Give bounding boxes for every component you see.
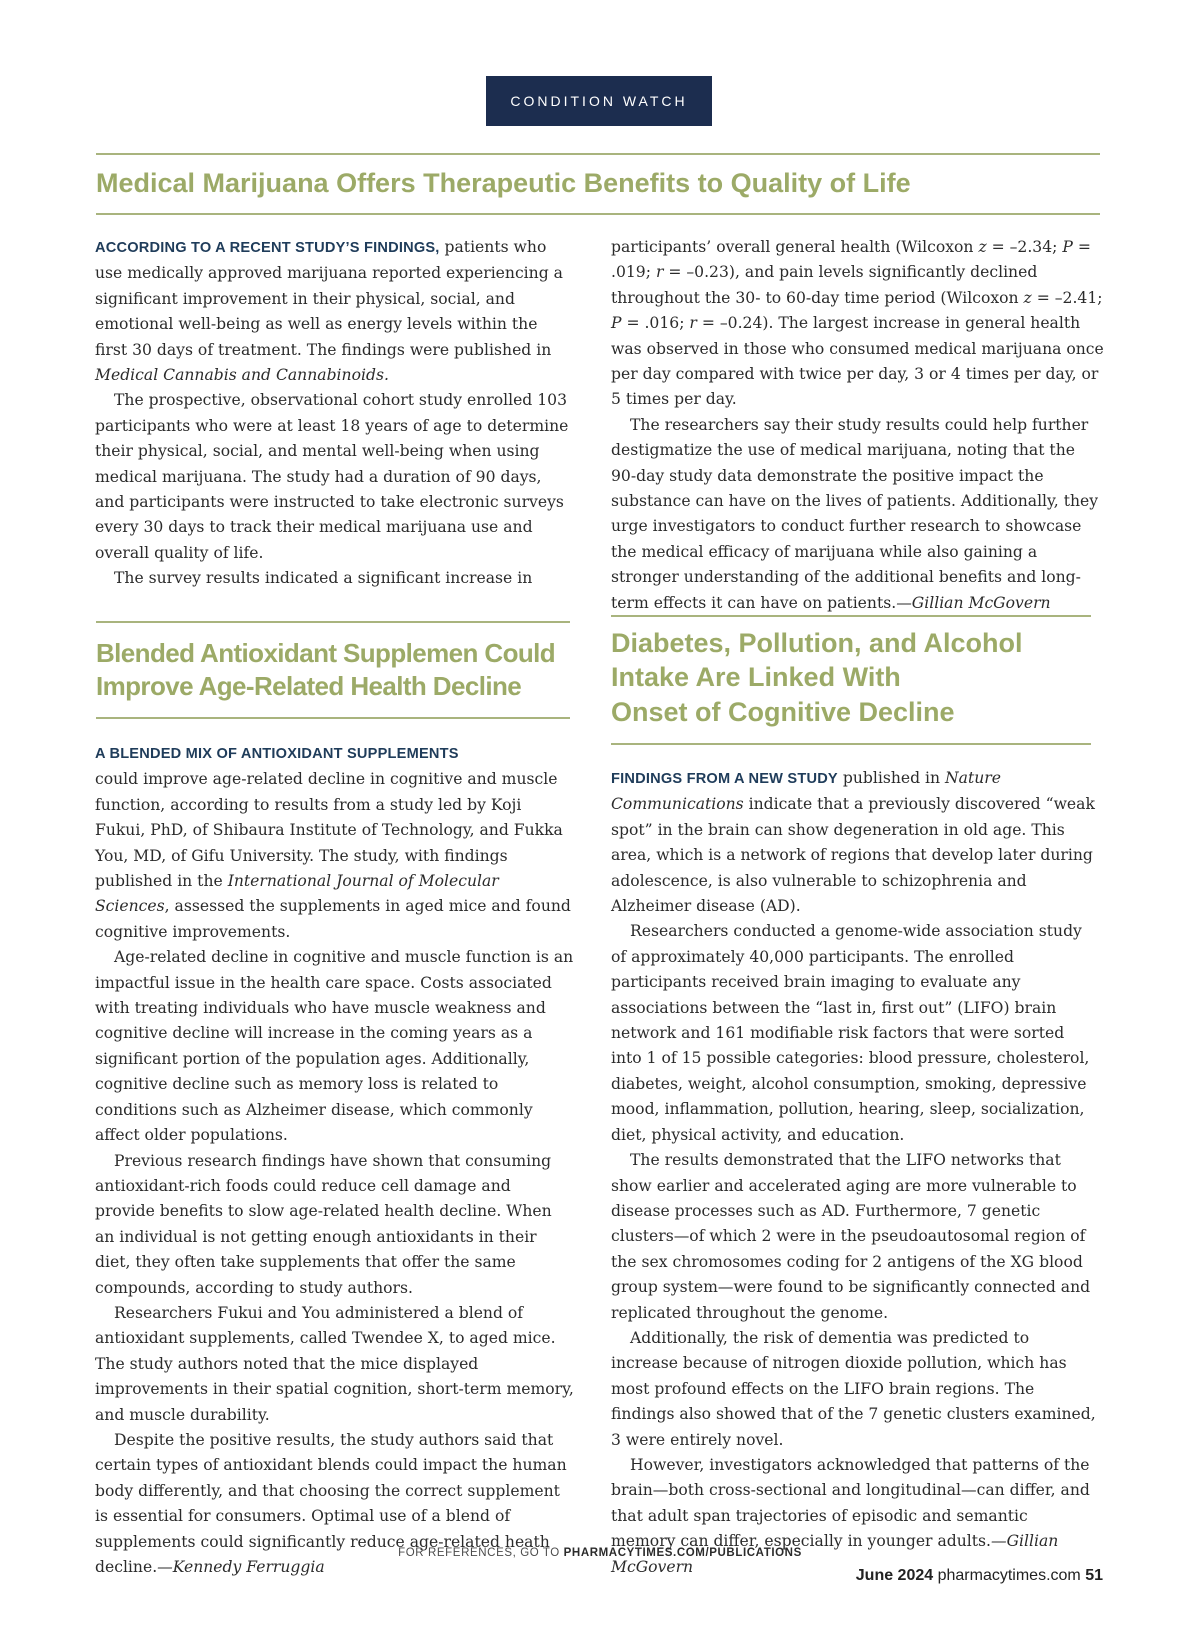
paragraph: Researchers conducted a genome-wide association study of approximately 40,000 participants. The enrolled participants received brain imaging to evaluate any associations between the “last in, first out” (LIFO) brain network and 161 modifiable risk factors that were sorted into 1 of 15 possible categories: blood pressure, cholesterol, diabetes, weight, alcohol consumption, smoking, depressive mood, inflammation, pollution, hearing, sleep, socialization, diet, physical activity, and education. [611,922,1090,1144]
lead-in: A BLENDED MIX OF ANTIOXIDANT SUPPLEMENTS [95,746,459,762]
article-marijuana-col1 [95,235,572,592]
paragraph: Age-related decline in cognitive and muscle function is an impactful issue in the health care space. Costs associated with treating individuals who have muscle weakness and cognitive decline will increase in the coming years as a significant portion of the population ages. Additionally, cognitive decline such as memory loss is related to conditions such as Alzheimer disease, which commonly affect older populations. [95,948,574,1145]
article2-rule-bottom [96,717,570,719]
article-title-cognitive-decline: Diabetes, Pollution, and Alcohol Intake Are Linked With Onset of Cognitive Decline [611,628,1023,727]
article-title-marijuana: Medical Marijuana Offers Therapeutic Benefits to Quality of Life [96,168,911,198]
site-name: pharmacytimes.com [933,1567,1086,1584]
byline: —Gillian McGovern [896,593,1051,612]
paragraph: FINDINGS FROM A NEW STUDY published in Nature Communications indicate that a previously discovered “weak spot” in the brain can show degeneration in old age. This area, which is a network of regions that develop later during adolescence, is also vulnerable to schizophrenia and Alzheimer disease (AD). [611,769,1095,916]
journal-name: International Journal of Molecular Sciences [95,872,499,916]
paragraph: patients who use medically approved marijuana reported experiencing a significant improvement in their physical, social, and emotional well-being as well as energy levels within the first 30 days of treatment. The findings were published in [95,238,563,359]
article-title-antioxidant: Blended Antioxidant Supplemen Could Improve Age-Related Health Decline [96,638,556,702]
title-rule-top [96,153,1100,155]
journal-name: Nature Communications [611,769,1001,814]
references-link[interactable]: PHARMACYTIMES.COM/PUBLICATIONS [563,1547,802,1559]
issue-date: June 2024 [855,1567,934,1584]
article3-rule-bottom [611,743,1091,745]
paragraph: However, investigators acknowledged that patterns of the brain—both cross-sectional and longitudinal—can differ, and that adult span trajectories of episodic and semantic memory can differ, especially in younger adults.—Gillian McGovern [611,1455,1090,1576]
paragraph: Additionally, the risk of dementia was predicted to increase because of nitrogen dioxide pollution, which has most profound effects on the LIFO brain regions. The findings also showed that of the 7 genetic clusters examined, 3 were entirely novel. [611,1328,1096,1449]
paragraph: Previous research findings have shown that consuming antioxidant-rich foods could reduce cell damage and provide benefits to slow age-related health decline. When an individual is not getting enough antioxidants in their diet, they often take supplements that offer the same compounds, according to study authors. [95,1151,552,1297]
article-cognitive-decline [611,766,1096,1580]
paragraph: The results demonstrated that the LIFO networks that show earlier and accelerated aging are more vulnerable to disease processes such as AD. Furthermore, 7 genetic clusters—of which 2 were in the pseudoautosomal region of the sex chromosomes coding for 2 antigens of the XG blood group system—were found to be significantly connected and replicated throughout the genome. [611,1151,1091,1322]
paragraph: The prospective, observational cohort study enrolled 103 participants who were at least 18 years of age to determine their physical, social, and mental well-being when using medical marijuana. The study had a duration of 90 days, and participants were instructed to take electronic surveys every 30 days to track their medical marijuana use and overall quality of life. [95,391,569,562]
section-banner: CONDITION WATCH [486,76,712,126]
page-number: 51 [1085,1567,1103,1584]
article-antioxidant [95,741,574,1580]
paragraph: Researchers Fukui and You administered a blend of antioxidant supplements, called Twendee X, to aged mice. The study authors noted that the mice displayed improvements in their spatial cognition, short-term memory, and muscle durability. [95,1303,574,1424]
paragraph: could improve age-related decline in cognitive and muscle function, according to results from a study led by Koji Fukui, PhD, of Shibaura Institute of Technology, and Fukka You, MD, of Gifu University. The study, with findings published in the International Journal of Molecular Sciences, assessed the supplements in aged mice and found cognitive improvements. [95,770,571,941]
paragraph: Despite the positive results, the study authors said that certain types of antioxidant blends could impact the human body differently, and that choosing the correct supplement is essential for consumers. Optimal use of a blend of supplements could significantly reduce age-related heath decline.—Kennedy Ferruggia [95,1430,567,1576]
byline: —Kennedy Ferruggia [157,1558,325,1576]
byline: —Gillian McGovern [611,1532,1059,1576]
journal-name: Medical Cannabis and Cannabinoids. [95,366,389,385]
title-rule-bottom [96,213,1100,215]
paragraph: The researchers say their study results could help further destigmatize the use of medical marijuana, noting that the 90-day study data demonstrate the positive impact the substance can have on the lives of patients. Additionally, they urge investigators to conduct further research to showcase the medical efficacy of marijuana while also gaining a stronger understanding of the additional benefits and long-term effects it can have on patients.—Gillian McGovern [611,415,1099,612]
article2-rule-top [96,621,570,623]
article3-rule-top [611,615,1091,617]
lead-in: ACCORDING TO A RECENT STUDY’S FINDINGS, [95,240,440,256]
paragraph: The survey results indicated a significant increase in [114,569,533,588]
page-folio [856,1567,1103,1585]
paragraph: participants’ overall general health (Wilcoxon z = –2.34; P = .019; r = –0.23), and pain levels significantly declined throughout the 30- to 60-day time period (Wilcoxon z = –2.41; P = .016; r = –0.24). The largest increase in general health was observed in those who consumed medical marijuana once per day compared with twice per day, 3 or 4 times per day, or 5 times per day. [611,238,1104,409]
article-marijuana-col2 [611,235,1105,616]
references-note: FOR REFERENCES, GO TO PHARMACYTIMES.COM/PUBLICATIONS [398,1547,802,1559]
lead-in: FINDINGS FROM A NEW STUDY [611,771,838,787]
